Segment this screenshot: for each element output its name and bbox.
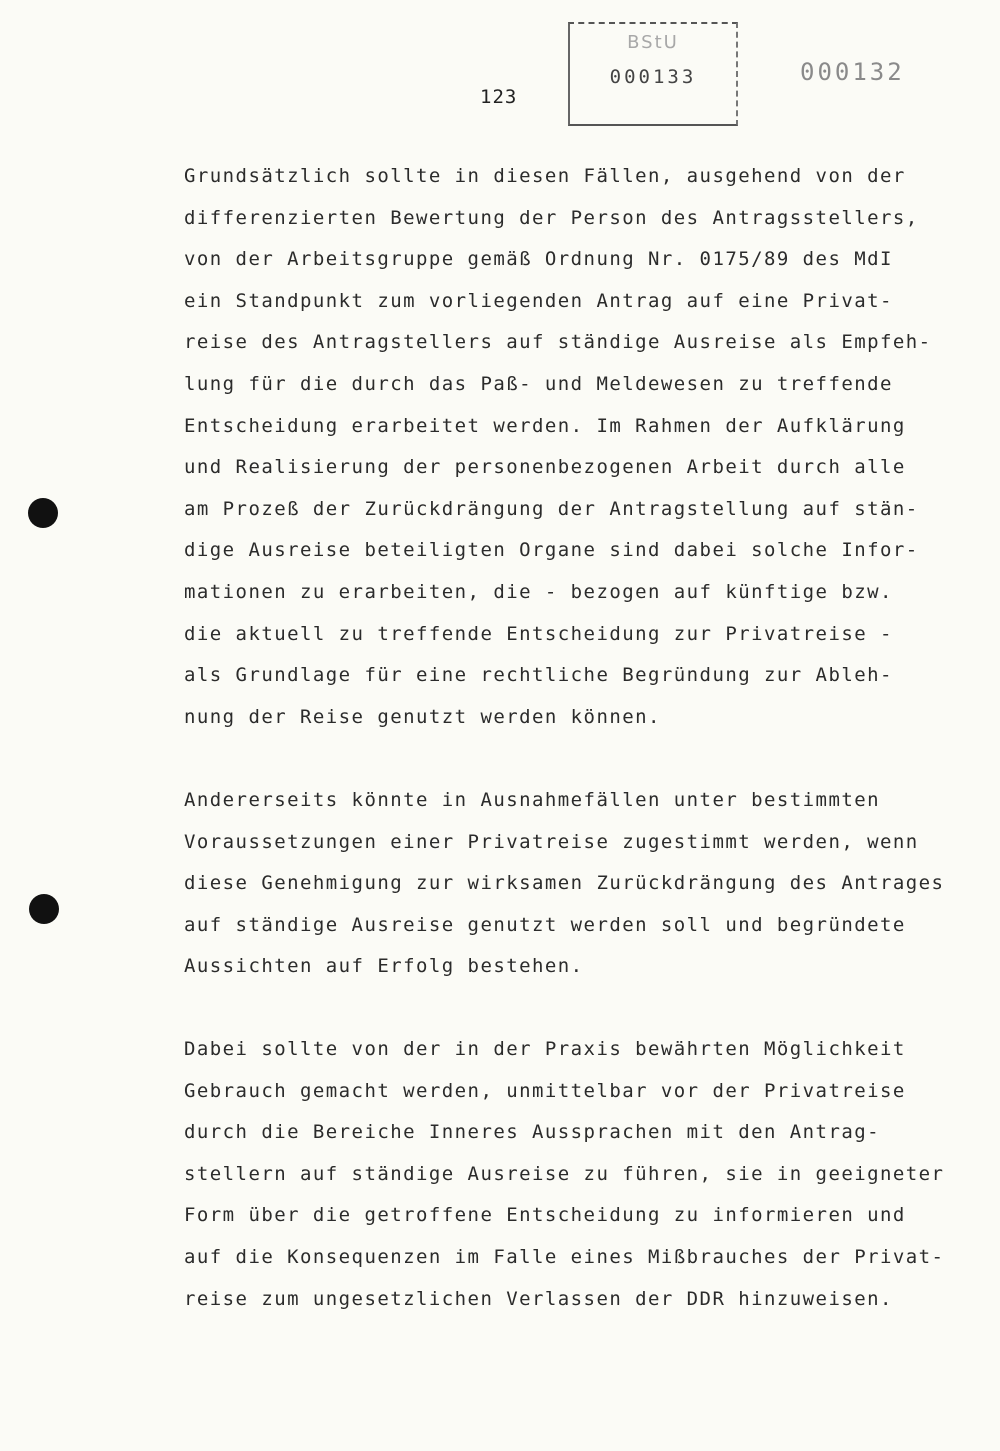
- text-line: durch die Bereiche Inneres Aussprachen mit den Antrag-: [184, 1121, 881, 1144]
- text-line: reise zum ungesetzlichen Verlassen der DDR hinzuweisen.: [184, 1287, 893, 1310]
- text-line: Andererseits könnte in Ausnahmefällen unter bestimmten: [184, 789, 881, 811]
- stamp-number: 000133: [609, 66, 697, 88]
- archive-stamp: [568, 22, 738, 126]
- paragraph-3: [184, 1033, 945, 1324]
- text-line: von der Arbeitsgruppe gemäß Ordnung Nr. 0175/89 des MdI: [184, 248, 893, 271]
- text-line: Dabei sollte von der in der Praxis bewährten Möglichkeit: [184, 1038, 906, 1060]
- text-line: die aktuell zu treffende Entscheidung zur Privatreise -: [184, 622, 893, 645]
- text-line: nung der Reise genutzt werden können.: [184, 705, 661, 728]
- text-line: diese Genehmigung zur wirksamen Zurückdrängung des Antrages: [184, 872, 945, 895]
- text-line: am Prozeß der Zurückdrängung der Antragstellung auf stän-: [184, 497, 919, 520]
- paragraph-1: [184, 160, 934, 742]
- punch-hole-icon: [29, 894, 59, 924]
- text-line: auf die Konsequenzen im Falle eines Mißbrauches der Privat-: [184, 1245, 945, 1268]
- page-number: 123: [480, 86, 518, 108]
- text-line: stellern auf ständige Ausreise zu führen, sie in geeigneter: [184, 1162, 945, 1185]
- text-line: ein Standpunkt zum vorliegenden Antrag auf eine Privat-: [184, 289, 893, 312]
- text-line: Aussichten auf Erfolg bestehen.: [184, 955, 584, 978]
- text-line: Entscheidung erarbeitet werden. Im Rahmen der Aufklärung: [184, 414, 906, 437]
- text-line: differenzierten Bewertung der Person des Antragsstellers,: [184, 206, 919, 229]
- stamp-title: BStU: [627, 32, 679, 53]
- text-line: Gebrauch gemacht werden, unmittelbar vor der Privatreise: [184, 1079, 906, 1102]
- text-line: auf ständige Ausreise genutzt werden soll und begründete: [184, 913, 906, 936]
- text-line: und Realisierung der personenbezogenen Arbeit durch alle: [184, 456, 906, 479]
- text-line: als Grundlage für eine rechtliche Begründung zur Ableh-: [184, 664, 893, 687]
- paragraph-2: [184, 784, 945, 992]
- text-line: dige Ausreise beteiligten Organe sind dabei solche Infor-: [184, 539, 919, 562]
- text-line: Voraussetzungen einer Privatreise zugestimmt werden, wenn: [184, 830, 919, 853]
- text-line: lung für die durch das Paß- und Meldewesen zu treffende: [184, 372, 893, 395]
- punch-hole-icon: [28, 498, 58, 528]
- text-line: reise des Antragstellers auf ständige Ausreise als Empfeh-: [184, 331, 932, 354]
- text-line: mationen zu erarbeiten, die - bezogen auf künftige bzw.: [184, 580, 893, 603]
- archive-page-number: 000132: [800, 58, 905, 86]
- text-line: Form über die getroffene Entscheidung zu informieren und: [184, 1204, 906, 1227]
- text-line: Grundsätzlich sollte in diesen Fällen, ausgehend von der: [184, 165, 906, 187]
